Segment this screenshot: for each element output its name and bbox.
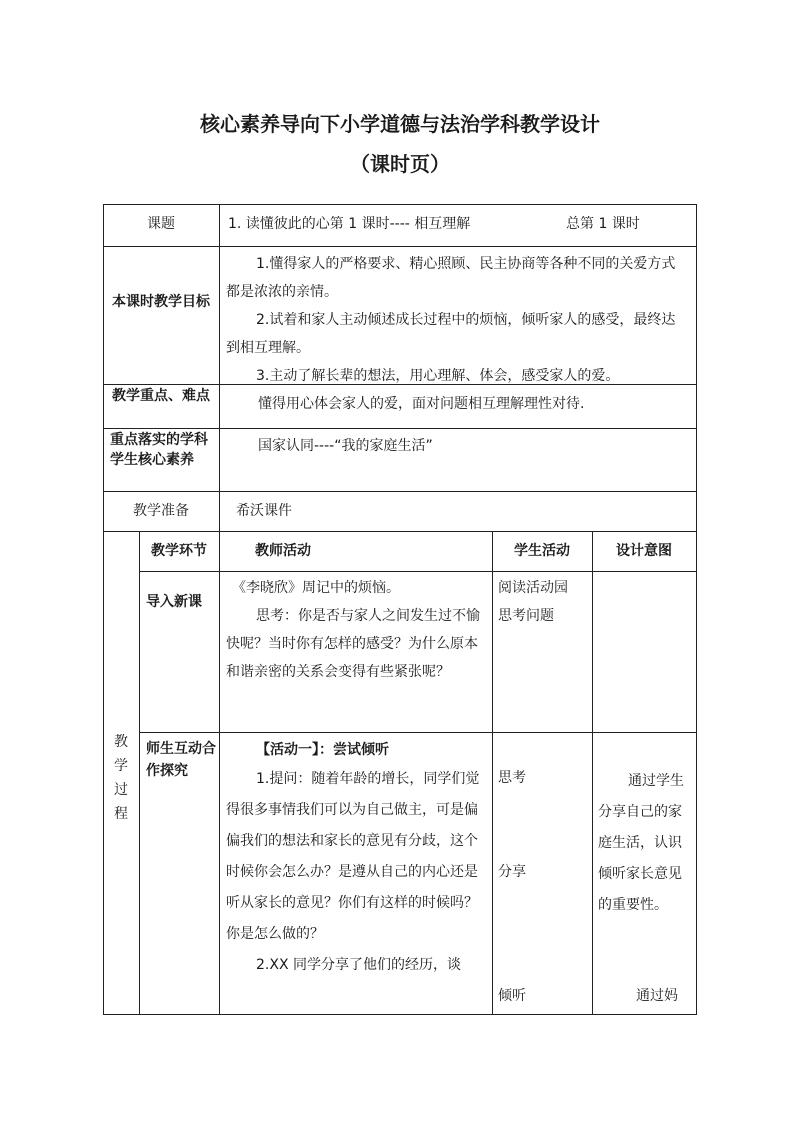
header-teacher: 教师活动 [255,543,311,559]
goal-item-1: 1.懂得家人的严格要求、精心照顾、民主协商等各种不同的关爱方式都是浓浓的亲情。 [226,256,676,300]
intro-student-line-1: 阅读活动园 [498,580,568,596]
topic-value: 1. 读懂彼此的心第 1 课时---- 相互理解 [228,216,471,232]
interactive-student-1: 思考 [498,770,526,786]
key-points-label: 教学重点、难点 [112,388,210,404]
goal-item-3: 3.主动了解长辈的想法，用心理解、体会，感受家人的爱。 [256,368,620,384]
document-title: 核心素养导向下小学道德与法治学科教学设计 [200,112,600,136]
interactive-student-3: 倾听 [498,988,526,1004]
intro-teacher-line-1: 《李晓欣》周记中的烦恼。 [232,580,400,596]
preparation-value: 希沃课件 [236,503,292,519]
intro-teacher-line-2: 思考：你是否与家人之间发生过不愉快呢？当时你有怎样的感受？为什么原本和谐亲密的关系会变得有些紧张呢？ [226,608,480,680]
header-stage: 教学环节 [151,543,207,559]
interactive-intent-1: 通过学生分享自己的家庭生活，认识倾听家长意见的重要性。 [598,773,684,913]
goal-item-2: 2.试着和家人主动倾述成长过程中的烦恼，倾听家人的感受，最终达到相互理解。 [226,312,676,356]
goals-label: 本课时教学目标 [112,294,210,310]
topic-total: 总第 1 课时 [566,216,640,232]
intro-teacher [226,574,488,686]
activity-question-1: 1.提问：随着年龄的增长，同学们觉得很多事情我们可以为自己做主，可是偏偏我们的想法和家长的意见有分歧，这个时候你会怎么办？是遵从自己的内心还是听从家长的意见？你们有这样的时候吗？你是怎么做的？ [226,771,480,942]
interactive-student-2: 分享 [498,864,526,880]
interactive-stage: 师生互动合作探究 [146,741,216,779]
document-subtitle: （课时页） [350,152,450,176]
process-side-label: 教学过程 [114,734,128,822]
goals-list [226,250,686,390]
interactive-intent-2: 通过妈 [636,988,678,1004]
preparation-label: 教学准备 [133,503,189,519]
topic-label: 课题 [147,216,175,232]
core-literacy-label: 重点落实的学科学生核心素养 [110,432,208,468]
activity-title: 【活动一】：尝试倾听 [256,742,389,758]
core-literacy-value: 国家认同----“我的家庭生活” [258,438,433,454]
header-intent: 设计意图 [616,543,672,559]
key-points-value: 懂得用心体会家人的爱，面对问题相互理解理性对待. [258,396,585,412]
activity-question-2: 2.XX 同学分享了他们的经历，谈 [256,957,461,973]
interactive-teacher [226,736,488,981]
header-student: 学生活动 [514,543,570,559]
intro-stage: 导入新课 [146,594,202,610]
intro-student-line-2: 思考问题 [498,608,554,624]
intro-student [498,574,590,630]
